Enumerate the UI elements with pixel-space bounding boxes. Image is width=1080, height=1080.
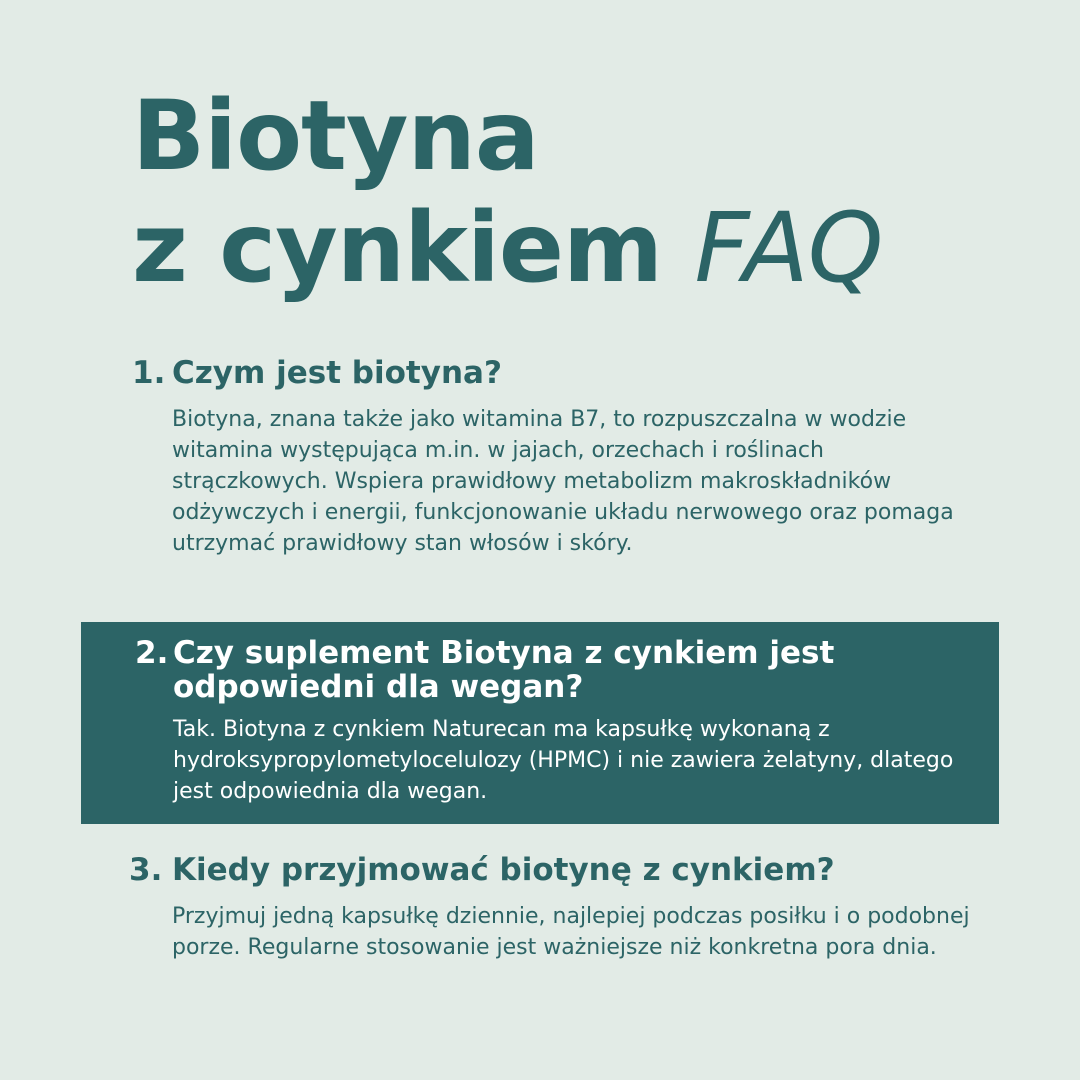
faq-answer: Przyjmuj jedną kapsułkę dziennie, najlepiej podczas posiłku i o podobnej porze. Regularne stosowanie jest ważniejsze niż konkretna pora dnia. (172, 904, 970, 960)
page-title (132, 80, 882, 304)
title-line-2-main: z cynkiem (132, 192, 695, 304)
faq-question-row (135, 636, 969, 704)
faq-question: Czy suplement Biotyna z cynkiem jest odpowiedni dla wegan? (173, 635, 835, 705)
faq-question: Czym jest biotyna? (172, 355, 502, 391)
faq-question: Kiedy przyjmować biotynę z cynkiem? (172, 852, 835, 888)
faq-number: 3. (129, 852, 163, 888)
faq-item-biotin (132, 356, 972, 559)
faq-item-when-to-take (129, 853, 979, 963)
faq-answer: Tak. Biotyna z cynkiem Naturecan ma kapsułkę wykonaną z hydroksypropylometylocelulozy (HPMC) i nie zawiera żelatyny, dlatego jest odpowiednia dla wegan. (173, 717, 954, 804)
faq-number: 2. (135, 635, 169, 671)
title-line-1: Biotyna (132, 80, 539, 192)
faq-number: 1. (132, 355, 166, 391)
title-line-2 (132, 192, 882, 304)
faq-question-row (129, 853, 979, 887)
faq-question-row (132, 356, 972, 390)
faq-answer: Biotyna, znana także jako witamina B7, to rozpuszczalna w wodzie witamina występująca m.in. w jajach, orzechach i roślinach strączkowych. Wspiera prawidłowy metabolizm makroskładników odżywczych i energii, funkcjonowanie układu nerwowego oraz pomaga utrzymać prawidłowy stan włosów i skóry. (172, 407, 954, 556)
faq-item-vegan-highlighted (81, 622, 999, 824)
title-faq-accent: FAQ (694, 192, 883, 304)
